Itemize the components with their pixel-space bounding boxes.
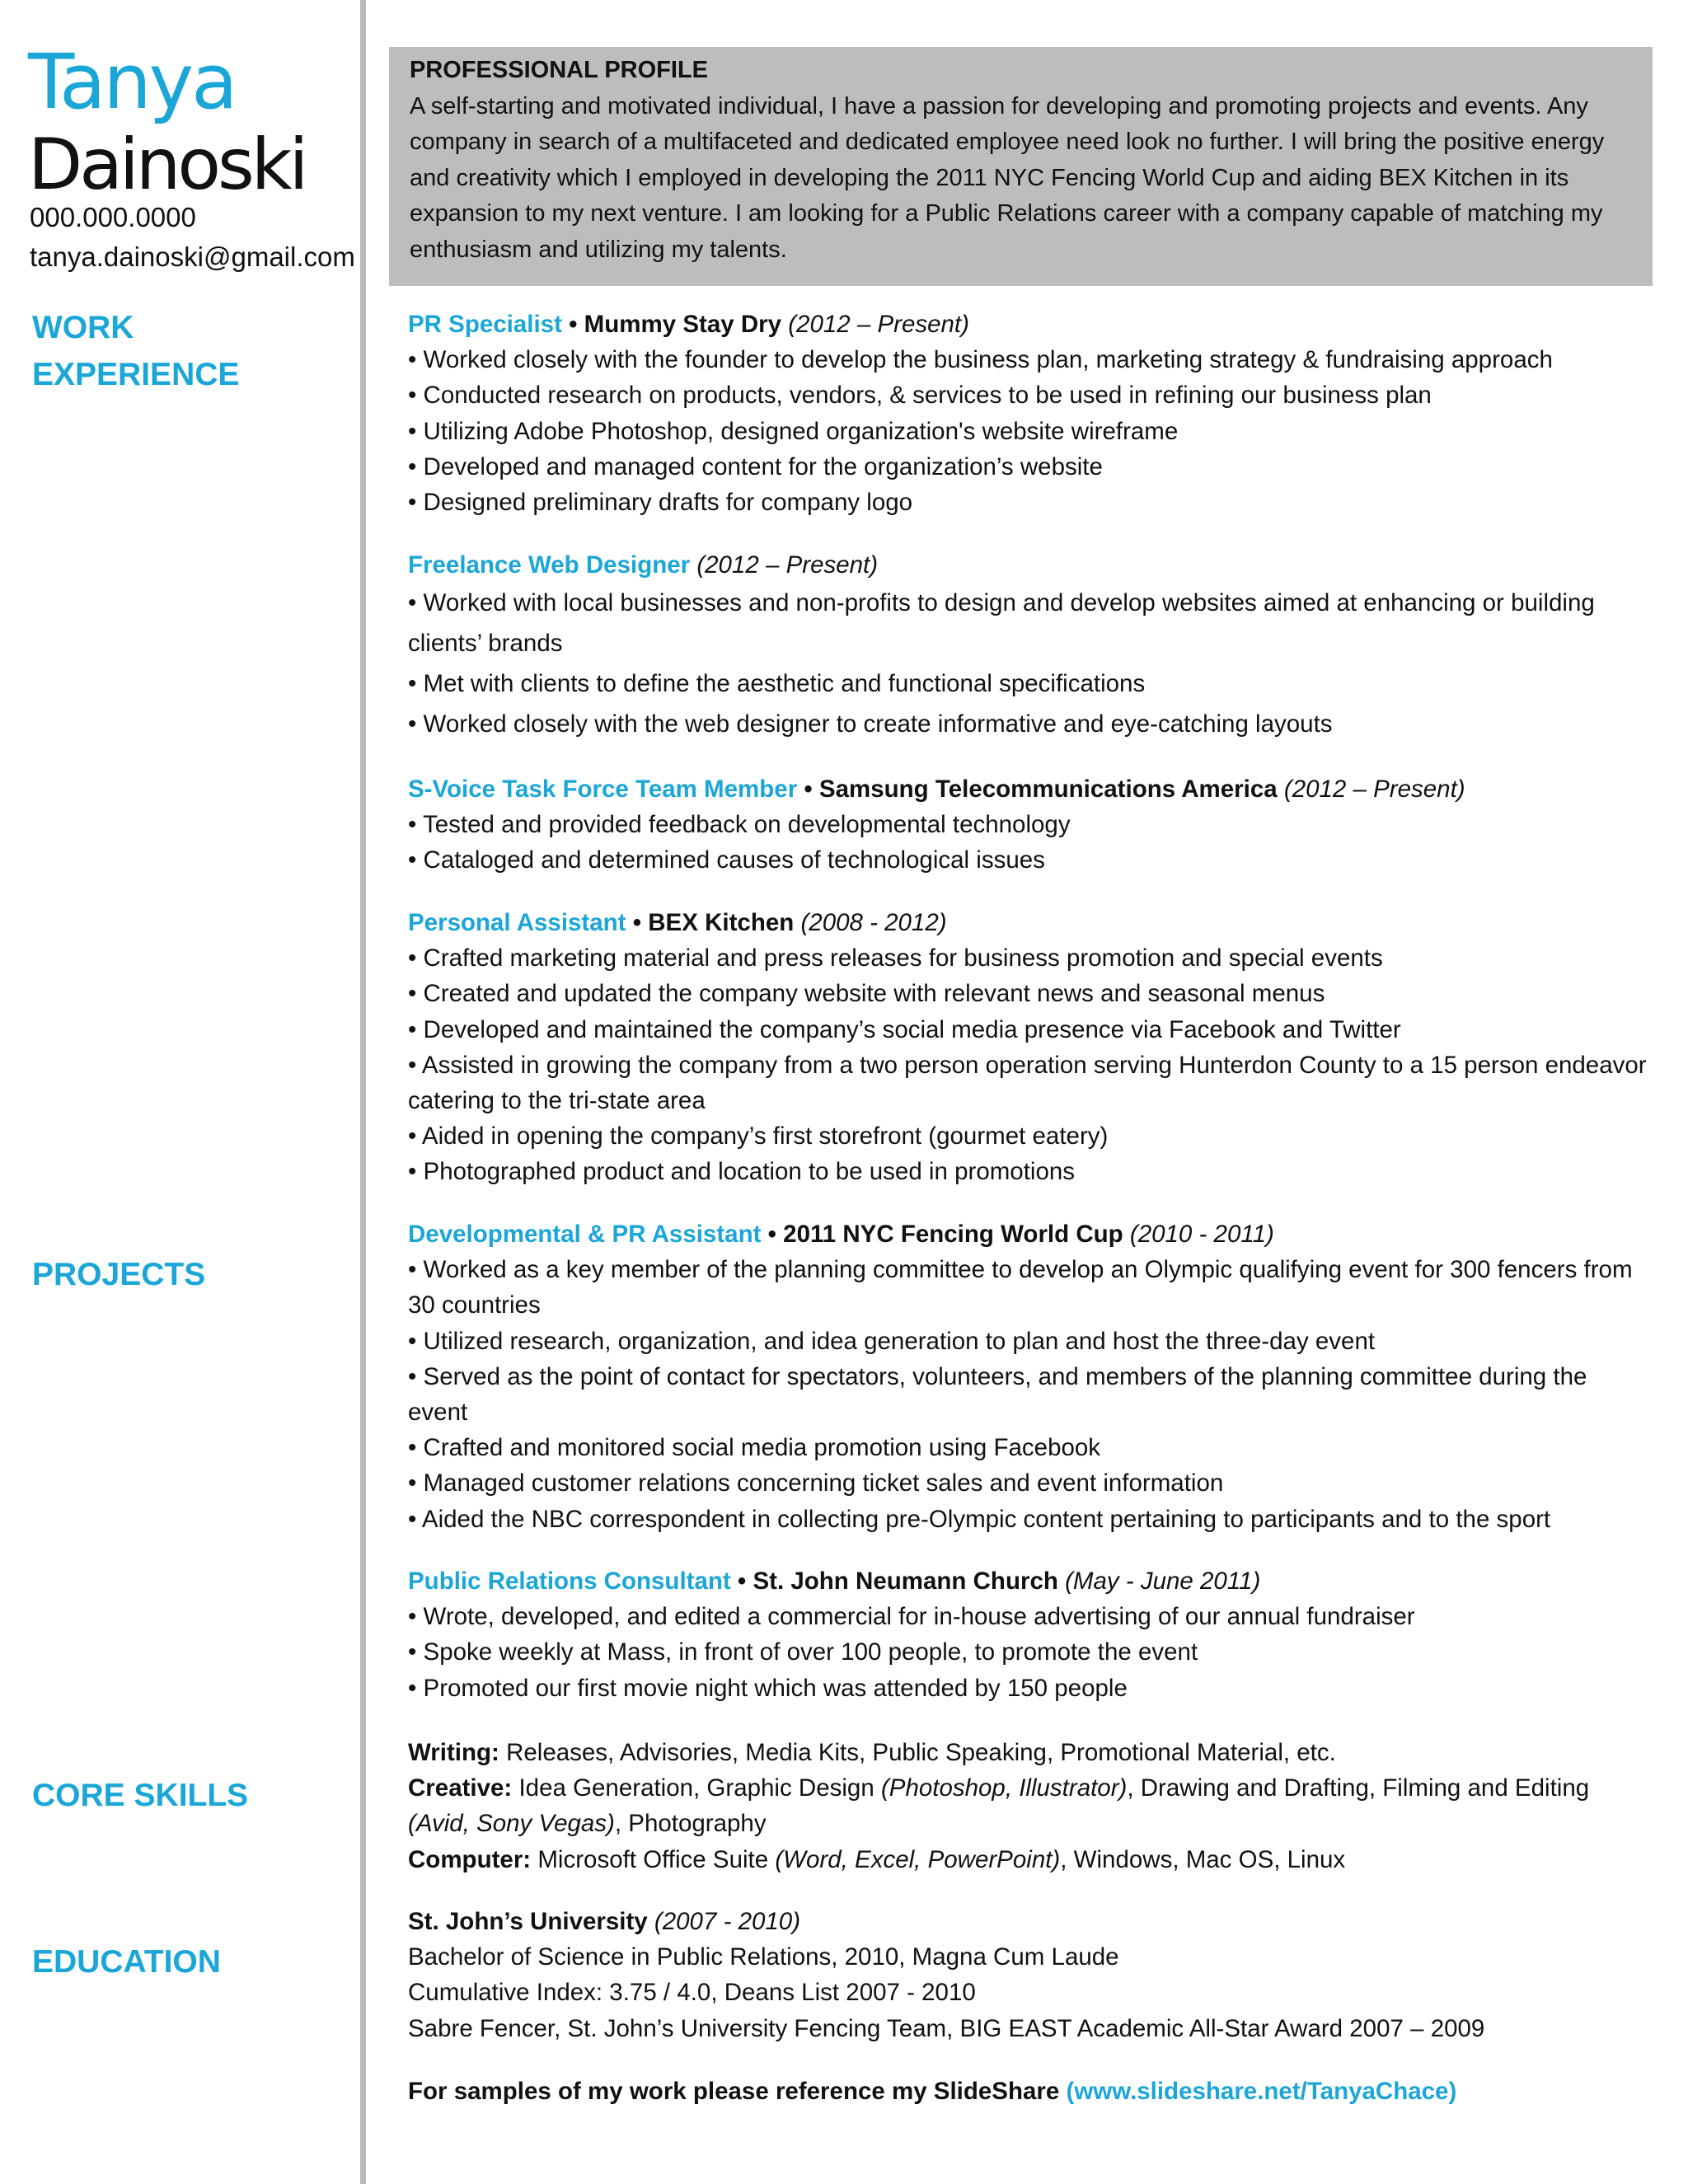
job-heading: Personal Assistant • BEX Kitchen (2008 - 2012) bbox=[408, 909, 947, 936]
footer-text: For samples of my work please reference my SlideShare bbox=[408, 2078, 1067, 2105]
job-dates: (2012 – Present) bbox=[1283, 776, 1465, 803]
education-line: Cumulative Index: 3.75 / 4.0, Deans List 2007 - 2010 bbox=[408, 1979, 976, 2007]
phone-number: 000.000.0000 bbox=[30, 202, 196, 232]
job-entry bbox=[408, 905, 1653, 1190]
job-bullet: • Managed customer relations concerning ticket sales and event information bbox=[408, 1469, 1224, 1497]
job-bullet: • Worked closely with the web designer to create informative and eye-catching layouts bbox=[408, 710, 1333, 738]
education-heading bbox=[408, 1904, 1653, 1939]
job-bullet: • Spoke weekly at Mass, in front of over 100 people, to promote the event bbox=[408, 1638, 1198, 1666]
job-role: Freelance Web Designer bbox=[408, 551, 691, 579]
skill-writing: Writing: Releases, Advisories, Media Kits, Public Speaking, Promotional Material, etc. bbox=[408, 1739, 1336, 1766]
job-dates: (2010 - 2011) bbox=[1129, 1221, 1274, 1248]
job-bullet: • Photographed product and location to be used in promotions bbox=[408, 1158, 1076, 1186]
job-bullet: • Crafted marketing material and press releases for business promotion and special events bbox=[408, 944, 1383, 972]
job-bullet: • Developed and maintained the company’s social media presence via Facebook and Twitter bbox=[408, 1015, 1401, 1043]
job-bullet: • Worked with local businesses and non-profits to design and develop websites aimed at enhancing or building clients’ brands bbox=[408, 589, 1595, 658]
job-entry bbox=[408, 771, 1653, 879]
job-bullet: • Assisted in growing the company from a two person operation serving Hunterdon County to a 15 person endeavor catering to the tri-state area bbox=[408, 1051, 1647, 1115]
job-heading: Developmental & PR Assistant • 2011 NYC Fencing World Cup (2010 - 2011) bbox=[408, 1221, 1274, 1248]
job-bullet: • Designed preliminary drafts for company logo bbox=[408, 489, 913, 517]
column-divider bbox=[360, 0, 366, 2184]
first-name: Tanya bbox=[28, 38, 236, 126]
school-name: St. John’s University bbox=[408, 1908, 648, 1935]
job-role: S-Voice Task Force Team Member bbox=[408, 776, 798, 803]
job-bullet: • Worked as a key member of the planning committee to develop an Olympic qualifying event for 300 fencers from 30 countries bbox=[408, 1256, 1633, 1319]
job-entry bbox=[408, 1216, 1653, 1537]
job-organization: 2011 NYC Fencing World Cup bbox=[783, 1221, 1123, 1248]
job-bullet: • Wrote, developed, and edited a commercial for in-house advertising of our annual fundraiser bbox=[408, 1603, 1415, 1631]
job-bullet: • Utilized research, organization, and idea generation to plan and host the three-day event bbox=[408, 1327, 1376, 1355]
education-line: Sabre Fencer, St. John’s University Fencing Team, BIG EAST Academic All-Star Award 2007 – 2009 bbox=[408, 2014, 1485, 2042]
footer-note bbox=[408, 2074, 1653, 2109]
job-bullet: • Conducted research on products, vendors, & services to be used in refining our business plan bbox=[408, 382, 1432, 410]
profile-title: PROFESSIONAL PROFILE bbox=[410, 57, 709, 83]
job-entry bbox=[408, 547, 1653, 744]
job-bullet: • Created and updated the company website with relevant news and seasonal menus bbox=[408, 980, 1325, 1008]
job-bullet: • Developed and managed content for the organization’s website bbox=[408, 452, 1103, 480]
job-organization: Mummy Stay Dry bbox=[584, 311, 782, 338]
section-label-core-skills: CORE SKILLS bbox=[32, 1778, 249, 1813]
job-role: PR Specialist bbox=[408, 311, 562, 338]
job-role: Developmental & PR Assistant bbox=[408, 1221, 762, 1248]
job-heading: Public Relations Consultant • St. John Neumann Church (May - June 2011) bbox=[408, 1568, 1261, 1595]
job-dates: (May - June 2011) bbox=[1065, 1568, 1261, 1595]
last-name: Dainoski bbox=[28, 124, 306, 206]
skill-creative: Creative: Idea Generation, Graphic Design (Photoshop, Illustrator), Drawing and Drafting, Filming and Editing (Avid, Sony Vegas), Photography bbox=[408, 1774, 1590, 1838]
job-role: Public Relations Consultant bbox=[408, 1568, 731, 1595]
job-bullet: • Tested and provided feedback on developmental technology bbox=[408, 811, 1071, 839]
job-bullet: • Aided the NBC correspondent in collecting pre-Olympic content pertaining to participants and to the sport bbox=[408, 1505, 1551, 1533]
job-role: Personal Assistant bbox=[408, 909, 626, 936]
job-organization: Samsung Telecommunications America bbox=[818, 776, 1278, 803]
job-organization: BEX Kitchen bbox=[648, 909, 795, 936]
profile-text: A self-starting and motivated individual, I have a passion for developing and promoting projects and events. Any company in search of a multifaceted and dedicated employee need look no further. I will bring the positive energy and creativity which I employed in developing the 2011 NYC Fencing World Cup and aiding BEX Kitchen in its expansion to my next venture. I am looking for a Public Relations career with a company capable of matching my enthusiasm and utilizing my talents. bbox=[410, 92, 1605, 263]
job-heading: S-Voice Task Force Team Member • Samsung Telecommunications America (2012 – Present) bbox=[408, 776, 1465, 803]
job-bullet: • Utilizing Adobe Photoshop, designed organization's website wireframe bbox=[408, 417, 1179, 445]
section-label-education: EDUCATION bbox=[32, 1944, 221, 1980]
job-bullet: • Aided in opening the company’s first storefront (gourmet eatery) bbox=[408, 1122, 1109, 1151]
job-bullet: • Worked closely with the founder to develop the business plan, marketing strategy & fundraising approach bbox=[408, 346, 1553, 374]
job-dates: (2012 – Present) bbox=[788, 311, 969, 338]
job-heading bbox=[408, 547, 1653, 583]
job-entry bbox=[408, 307, 1653, 520]
job-bullet: • Met with clients to define the aesthetic and functional specifications bbox=[408, 670, 1146, 698]
skill-computer: Computer: Microsoft Office Suite (Word, Excel, PowerPoint), Windows, Mac OS, Linux bbox=[408, 1845, 1346, 1873]
job-entry bbox=[408, 1563, 1653, 1706]
email-address: tanya.dainoski@gmail.com bbox=[30, 241, 355, 272]
skills-block bbox=[408, 1735, 1653, 1877]
education-block bbox=[408, 1904, 1653, 2046]
section-label-projects: PROJECTS bbox=[32, 1257, 206, 1292]
job-organization: St. John Neumann Church bbox=[753, 1568, 1058, 1595]
job-bullet: • Crafted and monitored social media promotion using Facebook bbox=[408, 1434, 1101, 1462]
job-heading: PR Specialist • Mummy Stay Dry (2012 – Present) bbox=[408, 311, 969, 338]
slideshare-link[interactable]: (www.slideshare.net/TanyaChace) bbox=[1066, 2078, 1457, 2105]
profile-box bbox=[389, 47, 1653, 286]
job-bullet: • Served as the point of contact for spectators, volunteers, and members of the planning committee during the event bbox=[408, 1362, 1587, 1427]
section-label-experience: EXPERIENCE bbox=[32, 357, 240, 392]
job-dates: (2008 - 2012) bbox=[800, 909, 947, 936]
education-line: Bachelor of Science in Public Relations, 2010, Magna Cum Laude bbox=[408, 1943, 1119, 1971]
job-bullet: • Cataloged and determined causes of technological issues bbox=[408, 846, 1045, 874]
job-bullet: • Promoted our first movie night which was attended by 150 people bbox=[408, 1674, 1128, 1702]
job-dates: (2012 – Present) bbox=[696, 551, 879, 579]
education-dates: (2007 - 2010) bbox=[654, 1908, 801, 1935]
section-label-work: WORK bbox=[32, 310, 134, 345]
